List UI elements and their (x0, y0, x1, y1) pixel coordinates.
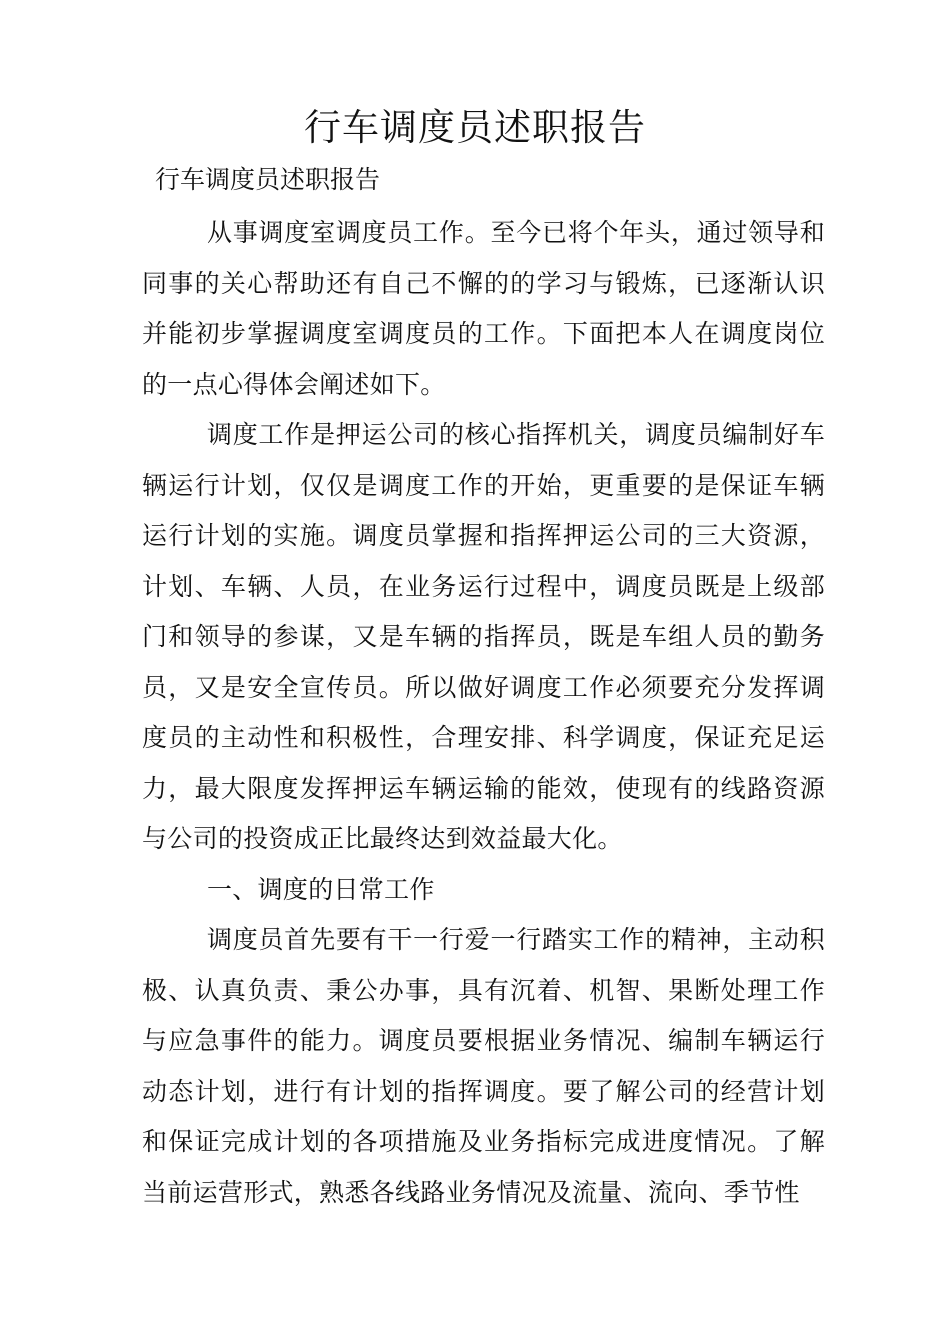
paragraph-daily-work: 调度员首先要有干一行爱一行踏实工作的精神，主动积极、认真负责、秉公办事，具有沉着、机智、果断处理工作与应急事件的能力。调度员要根据业务情况、编制车辆运行动态计划，进行有计划的指挥调度。要了解公司的经营计划和保证完成计划的各项措施及业务指标完成进度情况。了解当前运营形式，熟悉各线路业务情况及流量、流向、季节性 (142, 925, 825, 1207)
document-title: 行车调度员述职报告 (304, 106, 646, 149)
document-subtitle: 行车调度员述职报告 (155, 165, 381, 194)
paragraph-dispatch-role: 调度工作是押运公司的核心指挥机关，调度员编制好车辆运行计划，仅仅是调度工作的开始，更重要的是保证车辆运行计划的实施。调度员掌握和指挥押运公司的三大资源，计划、车辆、人员，在业务运行过程中，调度员既是上级部门和领导的参谋，又是车辆的指挥员，既是车组人员的勤务员，又是安全宣传员。所以做好调度工作必须要充分发挥调度员的主动性和积极性，合理安排、科学调度，保证充足运力，最大限度发挥押运车辆运输的能效，使现有的线路资源与公司的投资成正比最终达到效益最大化。 (142, 420, 825, 853)
section-heading: 一、调度的日常工作 (207, 874, 435, 904)
document-body (142, 208, 825, 1218)
paragraph-intro: 从事调度室调度员工作。至今已将个年头，通过领导和同事的关心帮助还有自己不懈的的学习与锻炼，已逐渐认识并能初步掌握调度室调度员的工作。下面把本人在调度岗位的一点心得体会阐述如下。 (142, 218, 825, 399)
